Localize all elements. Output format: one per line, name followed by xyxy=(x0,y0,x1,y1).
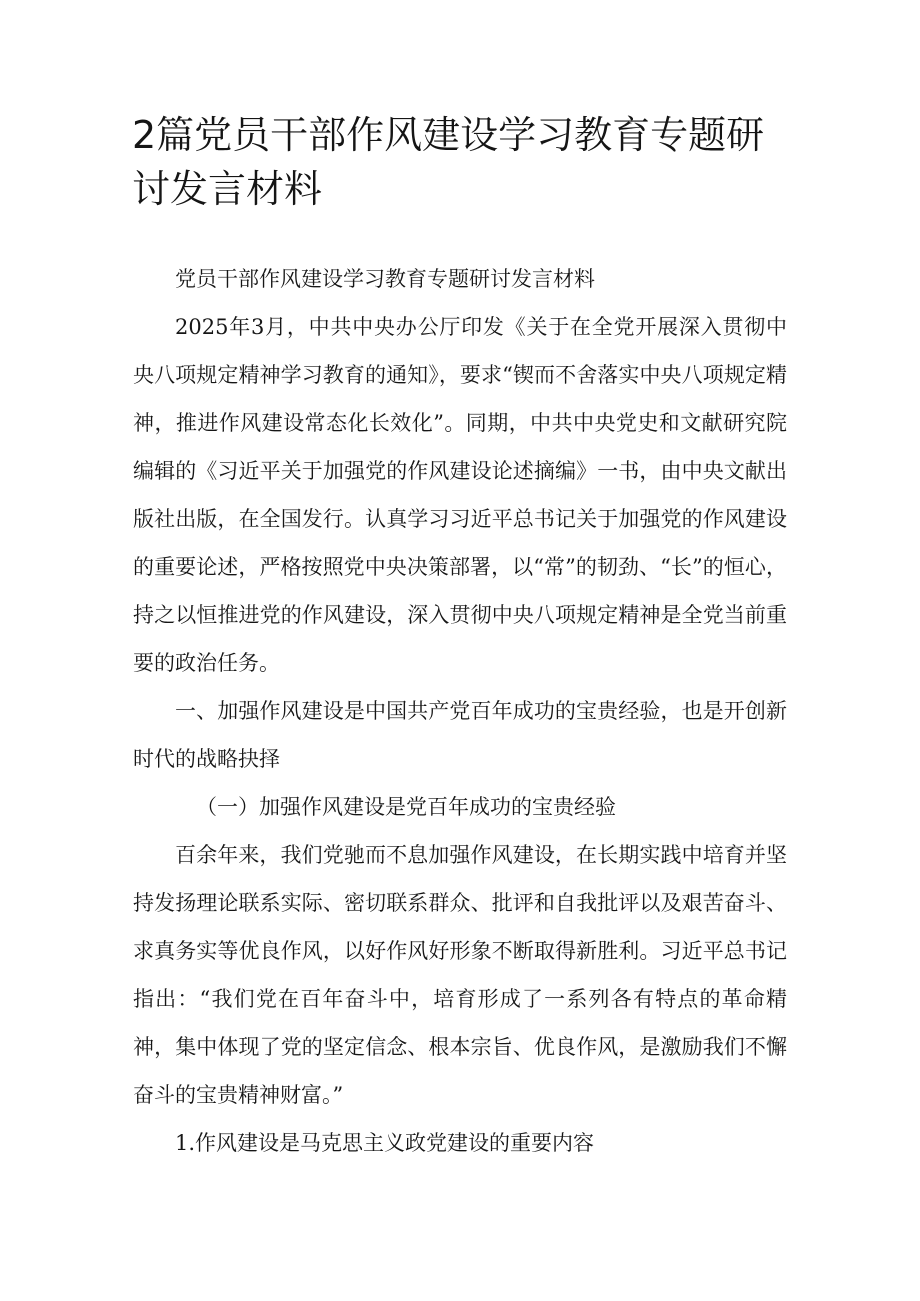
numbered-item: 1.作风建设是马克思主义政党建设的重要内容 xyxy=(175,1131,595,1155)
section-paragraph: 百余年来，我们党驰而不息加强作风建设，在长期实践中培育并坚持发扬理论联系实际、密切联系群众、批评和自我批评以及艰苦奋斗、求真务实等优良作风，以好作风好形象不断取得新胜利。习近平总书记指出：“我们党在百年奋斗中，培育形成了一系列各有特点的革命精神，集中体现了党的坚定信念、根本宗旨、优良作风，是激励我们不懈奋斗的宝贵精神财富。” xyxy=(133,843,787,1107)
subtitle-paragraph: 党员干部作风建设学习教育专题研讨发言材料 xyxy=(175,267,595,291)
part-one-heading: 一、加强作风建设是中国共产党百年成功的宝贵经验，也是开创新时代的战略抉择 xyxy=(133,699,787,771)
document-title: 2篇党员干部作风建设学习教育专题研讨发言材料 xyxy=(132,113,765,211)
document-body xyxy=(133,255,787,1167)
section-heading: （一）加强作风建设是党百年成功的宝贵经验 xyxy=(196,795,616,819)
intro-paragraph: 2025年3月，中共中央办公厅印发《关于在全党开展深入贯彻中央八项规定精神学习教育的通知》，要求“锲而不舍落实中央八项规定精神，推进作风建设常态化长效化”。同期，中共中央党史和文献研究院编辑的《习近平关于加强党的作风建设论述摘编》一书，由中央文献出版社出版，在全国发行。认真学习习近平总书记关于加强党的作风建设的重要论述，严格按照党中央决策部署，以“常”的韧劲、“长”的恒心，持之以恒推进党的作风建设，深入贯彻中央八项规定精神是全党当前重要的政治任务。 xyxy=(133,315,787,675)
